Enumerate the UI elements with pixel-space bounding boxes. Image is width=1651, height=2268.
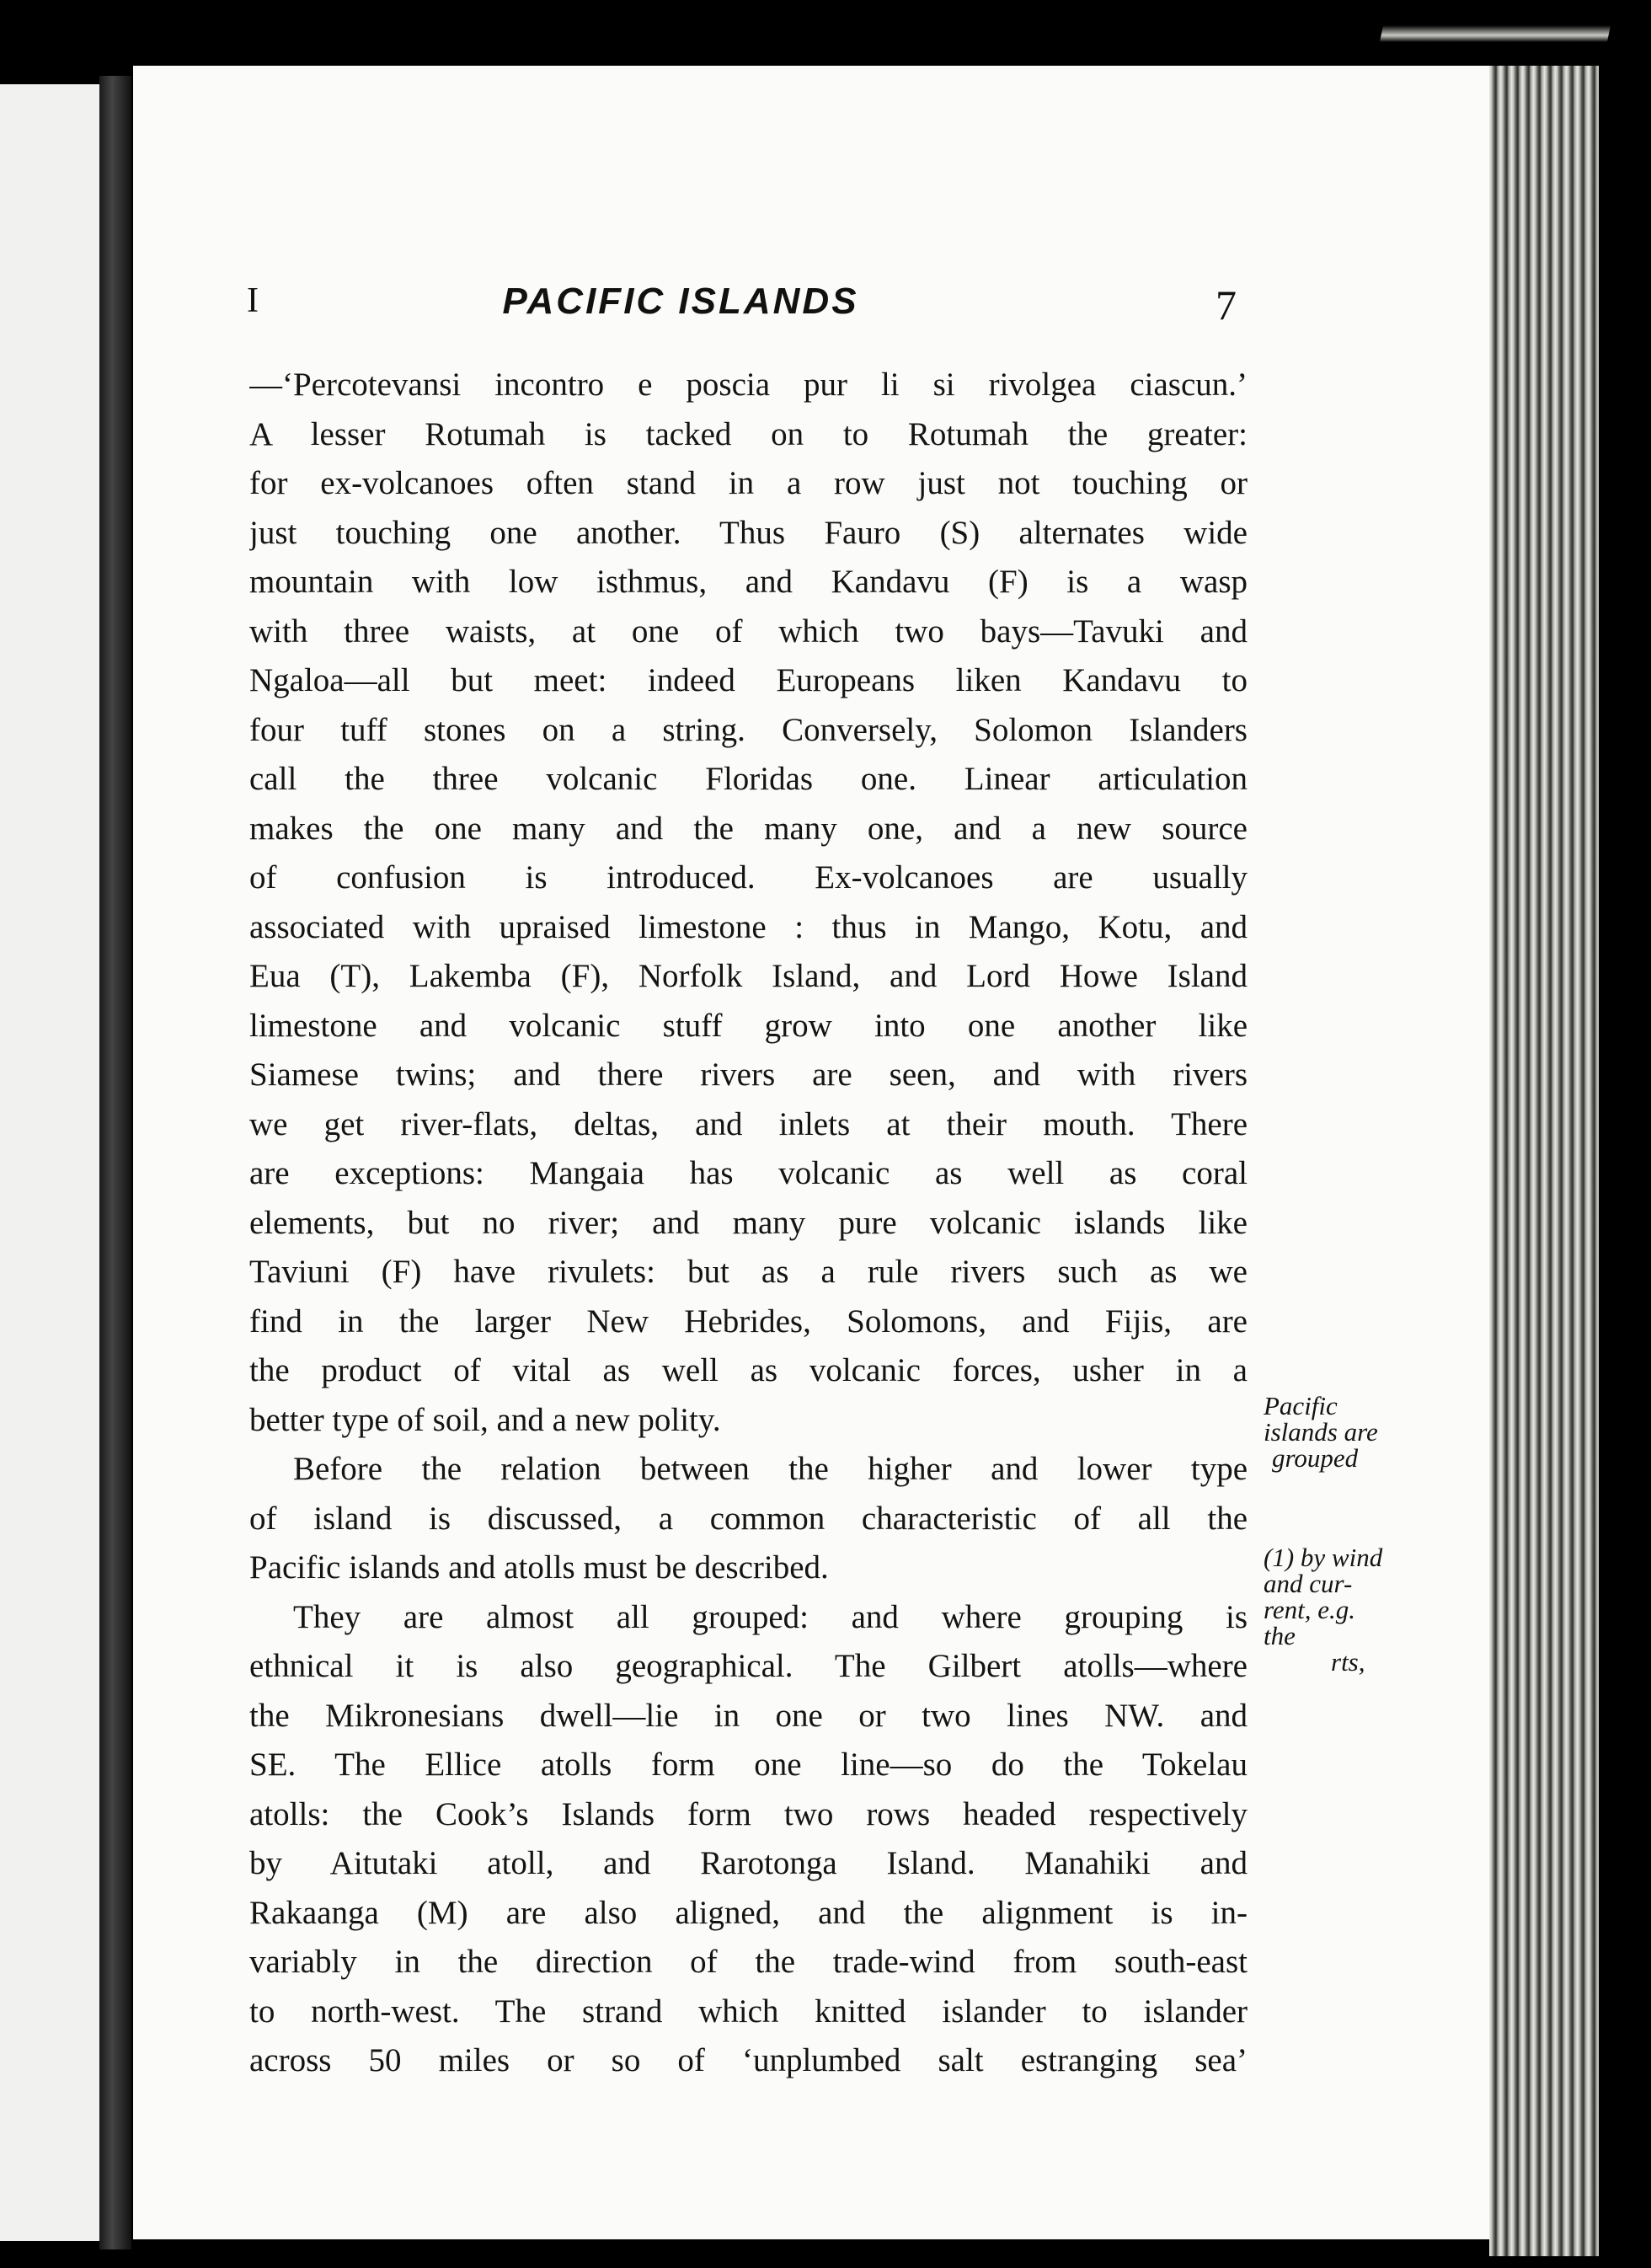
text-line: with three waists, at one of which two bays—Tavuki and	[249, 612, 1248, 650]
text-line: are exceptions: Mangaia has volcanic as well as coral	[249, 1155, 1248, 1191]
text-line: elements, but no river; and many pure volcanic islands like	[249, 1204, 1248, 1241]
text-line: SE. The Ellice atolls form one line—so do the Tokelau	[249, 1746, 1248, 1783]
running-header	[133, 281, 1498, 340]
text-line: find in the larger New Hebrides, Solomons, and Fijis, are	[249, 1302, 1248, 1340]
text-line: the Mikronesians dwell—lie in one or two lines NW. and	[249, 1697, 1248, 1734]
text-line: just touching one another. Thus Fauro (S) alternates wide	[249, 514, 1248, 551]
text-line: the product of vital as well as volcanic forces, usher in a	[249, 1352, 1248, 1388]
text-line: call the three volcanic Floridas one. Linear articulation	[249, 761, 1248, 797]
text-line: Siamese twins; and there rivers are seen, and with rivers	[249, 1056, 1248, 1093]
text-line: limestone and volcanic stuff grow into one another like	[249, 1007, 1248, 1044]
text-line: by Aitutaki atoll, and Rarotonga Island. Manahiki and	[249, 1845, 1248, 1881]
text-line: of confusion is introduced. Ex-volcanoes are usually	[249, 859, 1248, 896]
text-line: four tuff stones on a string. Conversely, Solomon Islanders	[249, 711, 1248, 748]
text-line: Before the relation between the higher and lower type	[293, 1451, 1248, 1487]
sidenote-line: rent, e.g.	[1264, 1595, 1356, 1624]
text-line: Taviuni (F) have rivulets: but as a rule rivers such as we	[249, 1254, 1248, 1290]
sidenote-line: the	[1264, 1621, 1296, 1650]
running-title: PACIFIC ISLANDS	[502, 281, 859, 322]
sidenote-line: islands are	[1264, 1417, 1378, 1447]
sidenote-line: grouped	[1272, 1443, 1359, 1473]
text-line: Rakaanga (M) are also aligned, and the alignment is in-	[249, 1894, 1248, 1931]
sidenote-line: rts,	[1331, 1647, 1365, 1677]
book-page	[133, 66, 1498, 2239]
text-line: of island is discussed, a common characteristic of all the	[249, 1500, 1248, 1537]
text-line: mountain with low isthmus, and Kandavu (F) is a wasp	[249, 564, 1248, 600]
page-stack-edge	[1489, 66, 1599, 2256]
text-line: to north-west. The strand which knitted islander to islander	[249, 1993, 1248, 2030]
sidenote-line: and cur-	[1264, 1569, 1353, 1598]
text-line: we get river-flats, deltas, and inlets at their mouth. There	[249, 1105, 1248, 1142]
text-line: —‘Percotevansi incontro e poscia pur li si rivolgea ciascun.’	[249, 366, 1248, 403]
book-gutter	[99, 76, 131, 2249]
page-number: 7	[1216, 281, 1237, 329]
text-line: They are almost all grouped: and where grouping is	[293, 1598, 1248, 1635]
text-line: associated with upraised limestone : thus in Mango, Kotu, and	[249, 908, 1248, 945]
text-line: for ex-volcanoes often stand in a row just not touching or	[249, 465, 1248, 501]
body-text	[249, 361, 1248, 2086]
text-line: ethnical it is also geographical. The Gilbert atolls—where	[249, 1648, 1248, 1684]
signature-mark: I	[247, 281, 259, 320]
text-line: across 50 miles or so of ‘unplumbed salt estranging sea’	[249, 2042, 1248, 2078]
sidenote-by-wind	[1264, 1544, 1382, 1675]
sidenote-line: (1) by wind	[1264, 1543, 1383, 1572]
sidenote-pacific-islands	[1264, 1393, 1378, 1471]
text-line: better type of soil, and a new polity.	[249, 1401, 721, 1438]
page-edge-top	[1380, 25, 1611, 42]
text-line: makes the one many and the many one, and a new source	[249, 810, 1248, 847]
text-line: A lesser Rotumah is tacked on to Rotumah the greater:	[249, 415, 1248, 452]
text-line: variably in the direction of the trade-wind from south-east	[249, 1944, 1248, 1980]
text-line: Eua (T), Lakemba (F), Norfolk Island, and Lord Howe Island	[249, 958, 1248, 994]
sidenote-line: Pacific	[1264, 1391, 1338, 1420]
text-line: Pacific islands and atolls must be described.	[249, 1549, 829, 1586]
text-line: atolls: the Cook’s Islands form two rows headed respectively	[249, 1795, 1248, 1832]
text-line: Ngaloa—all but meet: indeed Europeans liken Kandavu to	[249, 662, 1248, 698]
